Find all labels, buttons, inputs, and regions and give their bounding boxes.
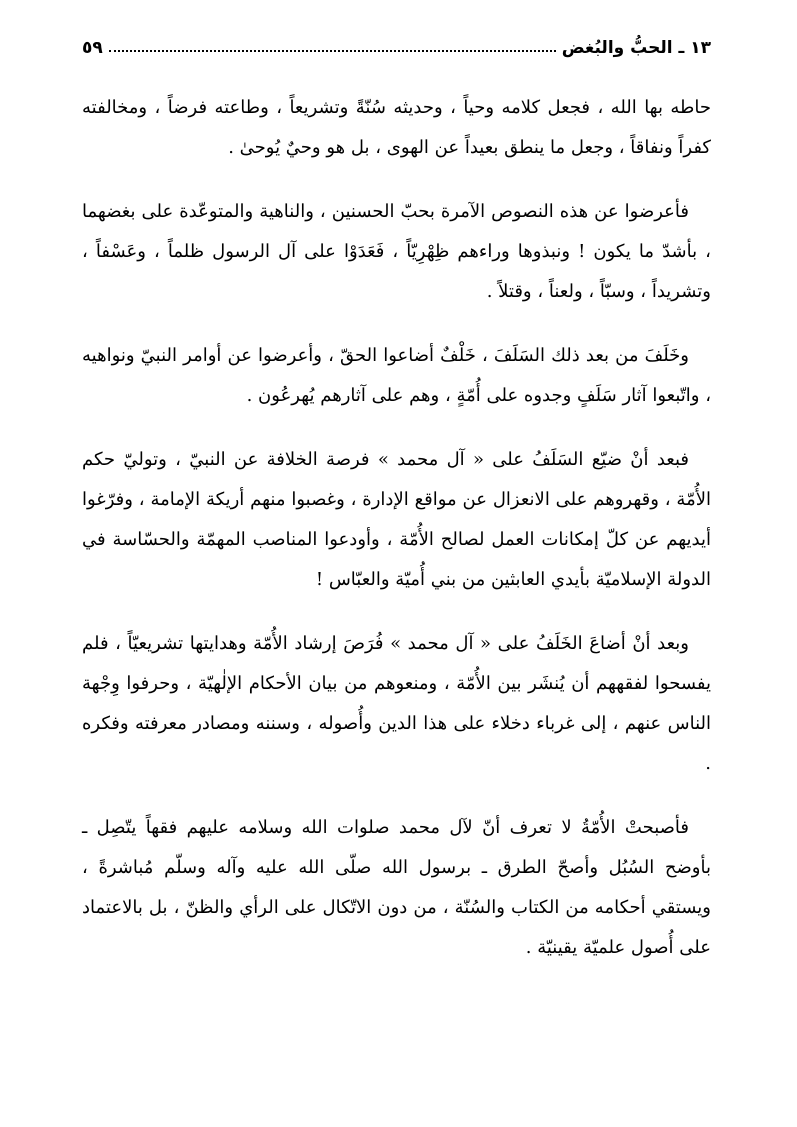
paragraph: فأصبحتْ الأُمّةُ لا تعرف أنّ لآل محمد صلوات الله وسلامه عليهم فقهاً يتّصِل ـ بأوضح السُبُل وأصحّ الطرق ـ برسول الله صلّى الله عليه وآله وسلّم مُباشرةً ، ويستقي أحكامه من الكتاب والسُنّة ، من دون الاتّكال على الرأي والظنّ ، بل بالاعتماد على أُصول علميّة يقينيّة . — [82, 817, 711, 958]
running-header — [82, 30, 711, 58]
paragraph: وبعد أنْ أضاعَ الخَلَفُ على « آل محمد » فُرَصَ إرشاد الأُمّة وهدايتها تشريعيّاً ، فلم يفسحوا لفقههم أن يُنشَر بين الأُمّة ، ومنعوهم من بيان الأحكام الإلٰهيّة ، وحرفوا وِجْهة الناس عنهم ، إلى غرباء دخلاء على هذا الدين وأُصوله ، وسننه ومصادر معرفته وفكره . — [82, 633, 711, 774]
header-dot-leader — [109, 50, 556, 52]
paragraph: فأعرضوا عن هذه النصوص الآمرة بحبّ الحسنين ، والناهية والمتوعّدة على بغضهما ، بأشدّ ما يكون ! ونبذوها وراءهم ظِهْرِيّاً ، فَعَدَوْا على آل الرسول ظلماً ، وعَسْفاً ، وتشريداً ، وسبّاً ، ولعناً ، وقتلاً . — [82, 201, 711, 302]
paragraph: وخَلَفَ من بعد ذلك السَلَفَ ، خَلْفٌ أضاعوا الحقّ ، وأعرضوا عن أوامر النبيّ ونواهيه ، واتّبعوا آثار سَلَفٍ وجدوه على أُمّةٍ ، وهم على آثارهم يُهرعُون . — [82, 345, 711, 406]
chapter-title: ١٣ ـ الحبُّ والبُغض — [561, 38, 711, 58]
paragraph: حاطه بها الله ، فجعل كلامه وحياً ، وحديثه سُنّةً وتشريعاً ، وطاعته فرضاً ، ومخالفته كفراً ونفاقاً ، وجعل ما ينطق بعيداً عن الهوى ، بل هو وحيٌ يُوحىٰ . — [82, 97, 711, 158]
page-number: ٥٩ — [82, 38, 103, 58]
body-text — [82, 88, 711, 992]
paragraph: فبعد أنْ ضيّع السَلَفُ على « آل محمد » فرصة الخلافة عن النبيّ ، وتوليّ حكم الأُمّة ، وقهروهم على الانعزال عن مواقع الإدارة ، وغصبوا منهم أريكة الإمامة ، وفرّغوا أيديهم عن كلّ إمكانات العمل لصالح الأُمّة ، وأودعوا المناصب المهمّة والحسّاسة في الدولة الإسلاميّة بأيدي العابثين من بني أُميّة والعبّاس ! — [82, 449, 711, 590]
